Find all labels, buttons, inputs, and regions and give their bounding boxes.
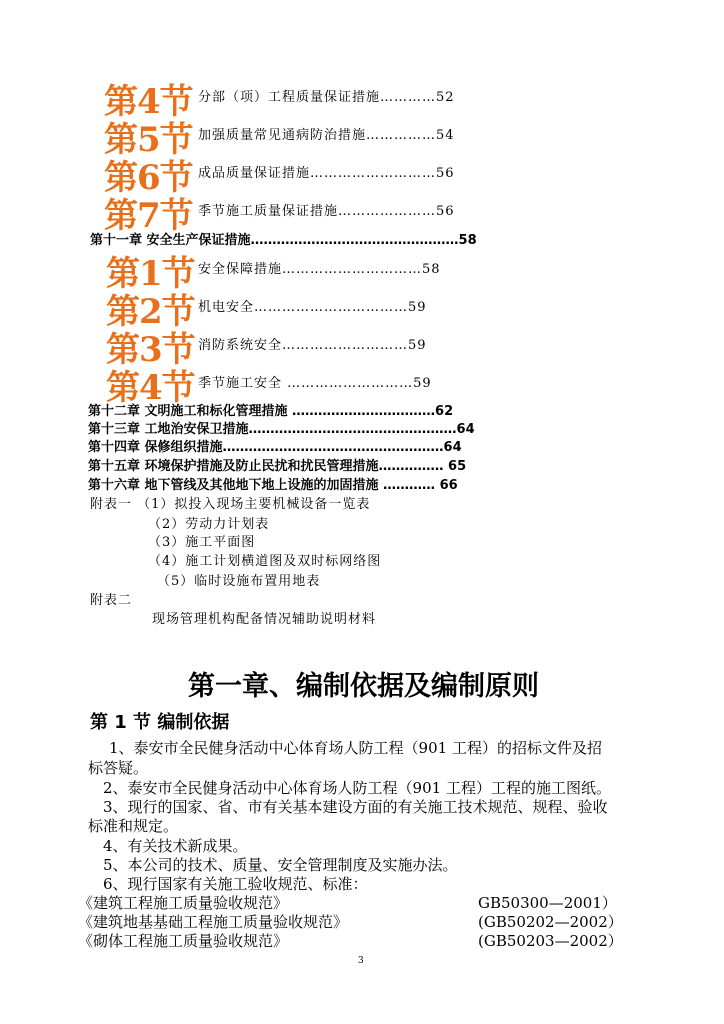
toc-attachment: （4）施工计划横道图及双时标网络图 — [148, 554, 382, 569]
paragraph-line: 6、现行国家有关施工验收规范、标准： — [103, 875, 368, 893]
toc-section-number: 第6节 — [104, 158, 193, 198]
toc-entry: 分部（项）工程质量保证措施…………52 — [198, 90, 455, 105]
toc-chapter: 第十六章 地下管线及其他地下地上设施的加固措施 ………… 66 — [88, 478, 458, 493]
paragraph-line: 5、本公司的技术、质量、安全管理制度及实施办法。 — [103, 856, 458, 874]
paragraph-line: 标答疑。 — [88, 759, 149, 777]
paragraph-line: 4、有关技术新成果。 — [103, 837, 248, 855]
toc-entry: 成品质量保证措施………………………56 — [198, 166, 455, 181]
toc-entry: 机电安全……………………………59 — [198, 300, 427, 315]
toc-entry: 加强质量常见通病防治措施……………54 — [198, 128, 455, 143]
toc-entry: 消防系统安全………………………59 — [198, 338, 427, 353]
reference-code: GB50300—2001） — [478, 894, 617, 912]
reference-code: (GB50202—2002） — [478, 913, 623, 931]
toc-attachment: （2）劳动力计划表 — [148, 517, 270, 532]
toc-entry: 安全保障措施…………………………58 — [198, 262, 441, 277]
toc-chapter: 第十四章 保修组织措施……………………………………………64 — [88, 440, 462, 455]
toc-section-number: 第4节 — [106, 368, 195, 408]
paragraph-line: 3、现行的国家、省、市有关基本建设方面的有关施工技术规范、规程、验收 — [103, 798, 608, 816]
section-title: 第 1 节 编制依据 — [90, 712, 230, 733]
toc-chapter: 第十二章 文明施工和标化管理措施 ……………………………62 — [88, 404, 454, 419]
toc-section-number: 第3节 — [106, 330, 195, 370]
paragraph-line: 标准和规定。 — [88, 817, 179, 835]
toc-section-number: 第1节 — [106, 254, 195, 294]
toc-attachment: （5）临时设施布置用地表 — [157, 574, 321, 589]
toc-section-number: 第7节 — [104, 196, 193, 236]
toc-section-number: 第4节 — [104, 82, 193, 122]
toc-entry: 季节施工质量保证措施…………………56 — [198, 204, 455, 219]
paragraph-line: 1、泰安市全民健身活动中心体育场人防工程（901 工程）的招标文件及招 — [109, 739, 602, 757]
toc-section-number: 第5节 — [104, 120, 193, 160]
toc-chapter: 第十三章 工地治安保卫措施…………………………………………64 — [88, 422, 475, 437]
toc-attachment: 附表二 — [90, 593, 133, 608]
toc-entry: 季节施工安全 ………………………59 — [198, 376, 432, 391]
reference-name: 《砌体工程施工质量验收规范》 — [78, 932, 289, 950]
toc-chapter: 第十一章 安全生产保证措施…………………………………………58 — [90, 233, 477, 248]
toc-attachment: 现场管理机构配备情况辅助说明材料 — [152, 612, 377, 627]
toc-chapter: 第十五章 环境保护措施及防止民扰和扰民管理措施…………… 65 — [88, 459, 467, 474]
reference-code: (GB50203—2002） — [478, 932, 623, 950]
toc-attachment: 附表一 （1）拟投入现场主要机械设备一览表 — [90, 497, 371, 512]
toc-section-number: 第2节 — [106, 292, 195, 332]
toc-attachment: （3）施工平面图 — [148, 535, 256, 550]
reference-name: 《建筑地基基础工程施工质量验收规范》 — [78, 913, 349, 931]
chapter-title: 第一章、编制依据及编制原则 — [188, 671, 539, 702]
page-number: 3 — [358, 956, 364, 966]
paragraph-line: 2、泰安市全民健身活动中心体育场人防工程（901 工程）工程的施工图纸。 — [103, 779, 611, 797]
reference-name: 《建筑工程施工质量验收规范》 — [78, 894, 289, 912]
